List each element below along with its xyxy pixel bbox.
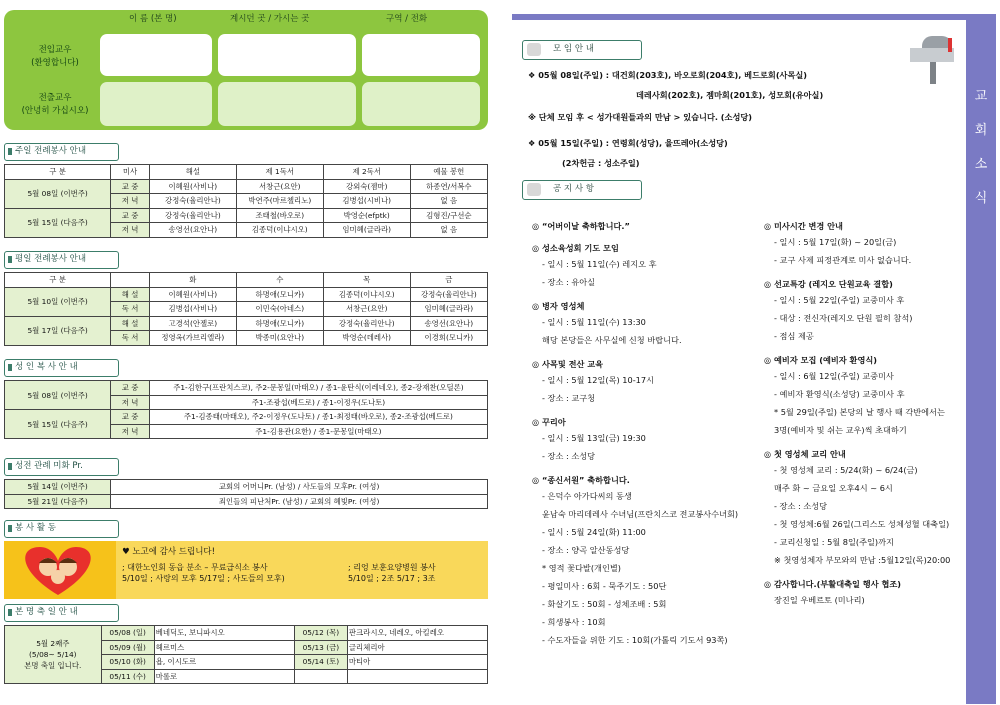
service-title: 봉 사 활 동: [4, 520, 119, 538]
notice-item: * 영적 꽃다발(개인별): [542, 563, 621, 573]
service-line1b: ; 리엉 보훈요양병원 봉사: [348, 563, 436, 572]
table-row: 5월 2째주 (5/08~ 5/14) 본명 축일 입니다. 05/08 (일) 베네딕도, 보니파시오 05/12 (목) 판크라시오, 네레오, 아킬레오: [5, 626, 488, 641]
notice-item: - 장소 : 소성당: [774, 501, 828, 511]
weekday-liturgy-table: 구 분 화 수 목 금 5월 10일 (이번주) 해 설 이혜원(사비나) 하명애(모니카) 김종덕(이냐시오) 강정숙(율리안나) 독 서 김병섭(사비나) 이민숙(아네스) 서창근(요안) 임미혜(글라라) 5월 17일 (다음주) 해 설 고경석(안젤로) 하명애(모니카) 강정숙(율리안나) 송영선(요안나) 독 서 정영옥(가브리엘라) 박종미(요안나) 박영순(데레사) 이경희(모니카): [4, 272, 488, 346]
notice-item: - 일시 : 6월 12일(주일) 교중미사: [774, 371, 894, 381]
notice-item: ◎ 예비자 모집 (예비자 환영식): [764, 355, 878, 365]
service-banner: [4, 541, 488, 599]
table-row: 저 녁 강정숙(율리안나) 박연주(마르첼리노) 김병섭(시비나) 없 음: [5, 194, 488, 209]
notice-item: - 일시 : 5월 11일(수) 레지오 후: [542, 259, 657, 269]
notice-item: ◎ 첫 영성체 교리 안내: [764, 449, 846, 459]
notice-item: - 일시 : 5월 17일(화) ~ 20일(금): [774, 237, 897, 247]
table-row: 5월 08일 (이번주) 교 중 이혜원(사비나) 서창근(요안) 강외숙(젬마) 하종연/서복수: [5, 179, 488, 194]
notice-item: - 교구 사제 피정관계로 미사 없습니다.: [774, 255, 912, 265]
notice-item: 3명(예비자 및 쉬는 교우)씩 초대하기: [774, 425, 907, 435]
meeting-title: 모 임 안 내: [522, 40, 642, 60]
table-row: 05/10 (화) 욥, 이시도르 05/14 (토) 마티아: [5, 655, 488, 670]
notice-item: ◎ “종신서원” 축하합니다.: [532, 475, 630, 485]
service-thanks: ♥ 노고에 감사 드립니다!: [122, 547, 216, 557]
notice-item: - 예비자 환영식(소성당) 교중미사 후: [774, 389, 905, 399]
notice-item: * 5월 29일(주일) 본당의 날 행사 때 각반에서는: [774, 407, 945, 417]
sanctuary-title: 성전 관례 미화 Pr.: [4, 458, 119, 476]
meeting-line-2: 데레사회(202호), 젬마회(201호), 성모회(유아실): [636, 90, 824, 100]
church-news-tab: 교 회 소 식: [966, 14, 996, 704]
transfer-out-label: 전출교우 (안녕히 가십시오): [21, 93, 89, 116]
table-row: 독 서 정영옥(가브리엘라) 박종미(요안나) 박영순(데레사) 이경희(모니카): [5, 331, 488, 346]
weekday-liturgy-title: 평일 전례봉사 안내: [4, 251, 119, 269]
out-name-box: [100, 82, 212, 126]
table-row: 05/11 (수) 마롤로: [5, 669, 488, 684]
right-page: [512, 14, 996, 704]
table-row: 독 서 김병섭(사비나) 이민숙(아네스) 서창근(요안) 임미혜(글라라): [5, 302, 488, 317]
table-row: 5월 14일 (이번주) 교회의 어머니Pr. (남성) / 사도들의 모후Pr. (여성): [5, 480, 488, 495]
sunday-liturgy-title: 주일 전례봉사 안내: [4, 143, 119, 161]
notice-item: - 첫 영성체 교리 : 5/24(화) ~ 6/24(금): [774, 465, 918, 475]
notice-item: - 첫 영성체:6월 26일(그리스도 성체성혈 대축일): [774, 519, 950, 529]
table-row: 저 녁 송영선(요안나) 김종덕(이냐시오) 임미혜(글라라) 없 음: [5, 223, 488, 238]
transfer-in-label: 전입교우 (환영합니다): [31, 45, 79, 68]
notice-item: - 화살기도 : 50회 - 성체조배 : 5회: [542, 599, 667, 609]
table-row: 5월 10일 (이번주) 해 설 이혜원(사비나) 하명애(모니카) 김종덕(이냐시오) 강정숙(율리안나): [5, 287, 488, 302]
notice-item: ◎ 선교특강 (레지오 단원교육 결합): [764, 279, 893, 289]
table-row: 5월 08일 (이번주) 교 중 주1-김한구(프란치스코), 주2-문몽일(마태오) / 종1-윤탄식(이레네오), 종2-장재찬(오딜론): [5, 381, 488, 396]
table-row: 5월 15일 (다음주) 교 중 주1-김종태(마태오), 주2-이정우(도나토) / 종1-최정태(바오로), 종2-조광섭(베드로): [5, 410, 488, 425]
in-name-box: [100, 34, 212, 76]
sanctuary-section: [4, 458, 488, 509]
notice-item: ◎ 병자 영성체: [532, 301, 585, 311]
notice-item: - 점심 제공: [774, 331, 814, 341]
top-rule: [512, 14, 968, 20]
notice-item: 매주 화 ~ 금요일 오후4시 ~ 6시: [774, 483, 893, 493]
table-row: 저 녁 주1-조광섭(베드로) / 종1-이정우(도나토): [5, 395, 488, 410]
notice-item: - 장소 : 소성당: [542, 451, 596, 461]
notice-right-column: [764, 220, 964, 609]
notice-item: ◎ 꾸리아: [532, 417, 566, 427]
notice-item: ◎ “어버이날 축하합니다.”: [532, 221, 630, 231]
out-place-box: [218, 82, 356, 126]
sanctuary-table: [4, 479, 488, 509]
table-row: 05/09 (월) 헤르미스 05/13 (금) 글리체리아: [5, 640, 488, 655]
notice-item: ◎ 성소육성회 기도 모임: [532, 243, 619, 253]
document-icon: [527, 183, 541, 196]
notice-item: - 장소 : 유아실: [542, 277, 596, 287]
in-place-box: [218, 34, 356, 76]
notice-item: - 일시 : 5월 24일(화) 11:00: [542, 527, 646, 537]
table-row: 5월 21일 (다음주) 죄인들의 피난처Pr. (남성) / 교회의 혜빛Pr. (여성): [5, 494, 488, 509]
service-section: [4, 520, 488, 599]
registration-panel: [4, 10, 488, 130]
notice-item: - 희생봉사 : 10회: [542, 617, 606, 627]
notice-title: 공 지 사 항: [522, 180, 642, 200]
altar-server-title: 성 인 복 사 안 내: [4, 359, 119, 377]
notice-item: - 은덕수 아가다씨의 동생: [542, 491, 632, 501]
table-row: 5월 17일 (다음주) 해 설 고경석(안젤로) 하명애(모니카) 강정숙(율리안나) 송영선(요안나): [5, 316, 488, 331]
document-icon: [527, 43, 541, 56]
notice-item: 장진일 우베르토 (미나리): [774, 595, 865, 605]
notice-item: - 일시 : 5월 11일(수) 13:30: [542, 317, 646, 327]
in-contact-box: [362, 34, 480, 76]
out-contact-box: [362, 82, 480, 126]
reg-header-name: 이 름 (본 명): [129, 14, 177, 24]
feast-day-table: [4, 625, 488, 684]
meeting-line-4: ❖ 05월 15일(주일) : 연령회(성당), 율뜨레아(소성당): [528, 138, 728, 148]
notice-item: 해당 본당들은 사무실에 신청 바랍니다.: [542, 335, 682, 345]
notice-item: - 일시 : 5월 12일(목) 10-17시: [542, 375, 654, 385]
notice-left-column: [532, 220, 757, 649]
table-row: 5월 15일 (다음주) 교 중 강정숙(율리안나) 조태철(바오로) 박영순(efptk) 김형진/구선순: [5, 208, 488, 223]
meeting-line-5: (2차헌금 : 성소주일): [562, 158, 640, 168]
reg-header-place: 계시던 곳 / 가시는 곳: [230, 14, 310, 24]
notice-item: - 평일미사 : 6회 - 묵주기도 : 50단: [542, 581, 667, 591]
notice-item: - 교리신청일 : 5월 8일(주일)까지: [774, 537, 894, 547]
notice-item: ◎ 감사합니다.(부활대축일 행사 협조): [764, 579, 902, 589]
notice-item: ◎ 미사시간 변경 안내: [764, 221, 843, 231]
service-line2a: 5/10일 ; 사랑의 모후 5/17일 ; 사도들의 모후): [122, 574, 285, 583]
meeting-line-1: ❖ 05월 08일(주일) : 대건회(203호), 바오로회(204호), 베드로회(사목실): [528, 70, 808, 80]
notice-item: - 장소 : 교구청: [542, 393, 596, 403]
notice-item: - 장소 : 양곡 알산동성당: [542, 545, 630, 555]
notice-item: - 대상 : 전신자(레지오 단원 필히 참석): [774, 313, 913, 323]
notice-item: 윤남숙 마리데레사 수녀님(프란치스코 전교봉사수녀회): [542, 509, 739, 519]
service-line2b: 5/10일 ; 2조 5/17 ; 3조: [348, 574, 436, 583]
sunday-liturgy-section: [4, 143, 488, 238]
altar-server-section: [4, 359, 488, 439]
notice-item: - 일시 : 5월 13일(금) 19:30: [542, 433, 646, 443]
notice-item: - 수도자들을 위한 기도 : 10회(가톨릭 기도서 93쪽): [542, 635, 728, 645]
feast-day-title: 본 명 축 일 안 내: [4, 604, 119, 622]
notice-item: ※ 첫영성체자 부모와의 만남 :5월12일(목)20:00: [774, 555, 951, 565]
family-illustration-icon: [8, 541, 108, 599]
table-row: 저 녁 주1-김용관(요한) / 종1-문몽일(마태오): [5, 424, 488, 439]
service-line1a: ; 대한노인회 동읍 분소 – 무료급식소 봉사: [122, 563, 268, 572]
meeting-line-3: ※ 단체 모임 후 < 성가대원들과의 만남 > 있습니다. (소성당): [528, 112, 753, 122]
mailbox-icon: [904, 28, 964, 88]
left-page: [4, 10, 488, 681]
weekday-liturgy-section: [4, 251, 488, 346]
notice-item: ◎ 사목및 전산 교육: [532, 359, 604, 369]
sunday-liturgy-table: 구 분 미사 해설 제 1독서 제 2독서 예물 봉헌 5월 08일 (이번주) 교 중 이혜원(사비나) 서창근(요안) 강외숙(젬마) 하종연/서복수 저 녁 강정숙(율리안나) 박연주(마르첼리노) 김병섭(시비나) 없 음 5월 15일 (다음주) 교 중 강정숙(율리안나) 조태철(바오로) 박영순(efptk) 김형진/구선순 저 녁 송영선(요안나) 김종덕(이냐시오) 임미혜(글라라) 없 음: [4, 164, 488, 238]
notice-item: - 일시 : 5월 22일(주일) 교중미사 후: [774, 295, 905, 305]
altar-server-table: [4, 380, 488, 439]
feast-day-section: [4, 604, 488, 684]
reg-header-contact: 구역 / 전화: [386, 14, 428, 24]
